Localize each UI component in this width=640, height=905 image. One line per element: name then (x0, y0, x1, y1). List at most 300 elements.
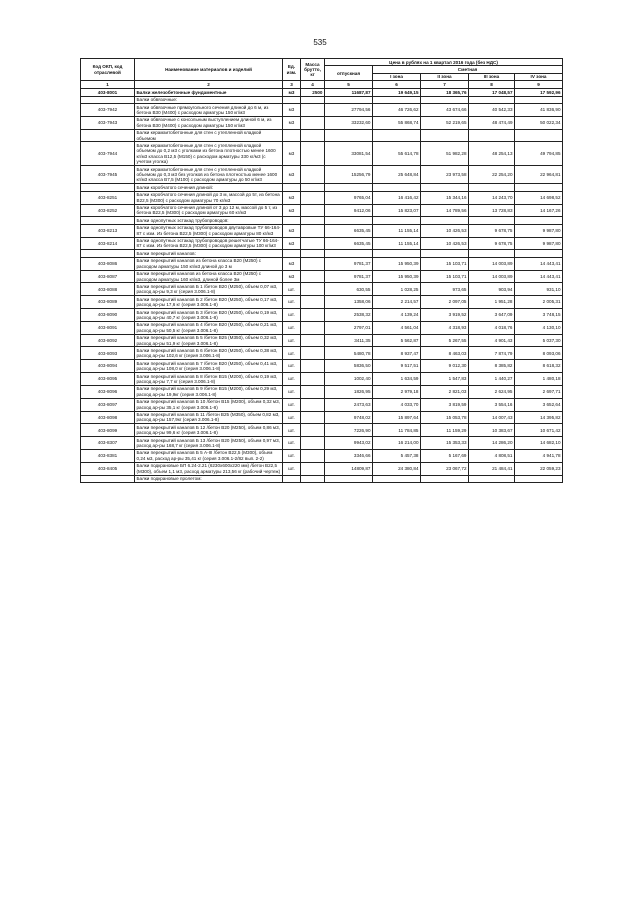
cell-code: 403-8089 (81, 296, 135, 309)
cell-release-price: 2473,63 (325, 398, 373, 411)
table-row (81, 449, 563, 462)
cell-name: Балки перекрытий каналов Б 13 /бетон В20 (М250), объем 0,97 м3, расход ар-ры 168,7 кг (серия 3.006.1-8) (135, 437, 283, 450)
cell-zone-1-price (373, 129, 421, 142)
cell-code: 403-8405 (81, 462, 135, 475)
price-table (80, 58, 563, 483)
cell-name: Балки однопутных эстакад трубопроводов: (135, 217, 283, 224)
cell-zone-1-price: 15 823,07 (373, 204, 421, 217)
cell-unit: шт. (283, 296, 301, 309)
cell-mass (301, 217, 325, 224)
cell-release-price (325, 129, 373, 142)
cell-zone-4-price: 17 592,96 (515, 89, 563, 96)
table-row (81, 309, 563, 322)
cell-unit: шт. (283, 385, 301, 398)
table-row (81, 166, 563, 184)
cell-release-price: 2797,01 (325, 321, 373, 334)
cell-release-price: 6635,45 (325, 237, 373, 250)
cell-code: 403-8214 (81, 237, 135, 250)
cell-name: Балки перекрытий каналов Б 5 /бетон В25 (М350), объем 0,32 м3, расход ар-ры 51,9 кг (серия 3.006.1-8) (135, 334, 283, 347)
cell-zone-2-price: 15 353,33 (421, 437, 469, 450)
cell-name: Балки коробчатого сечения длиной до 3 м, массой до 5т, из бетона В22,5 (М300) с расходом арматуры 70 кг/м3 (135, 191, 283, 204)
cell-zone-2-price: 10 426,53 (421, 237, 469, 250)
column-number: 2 (135, 81, 283, 89)
cell-zone-4-price: 10 671,42 (515, 424, 563, 437)
header-code: Код ОКП, код отраслевой (81, 59, 135, 81)
table-row (81, 296, 563, 309)
cell-release-price: 9781,37 (325, 257, 373, 270)
cell-zone-2-price (421, 217, 469, 224)
table-row (81, 96, 563, 103)
cell-code: 403-8087 (81, 270, 135, 283)
cell-release-price: 1358,06 (325, 296, 373, 309)
cell-zone-3-price (469, 475, 515, 482)
cell-zone-3-price: 9 678,75 (469, 224, 515, 237)
cell-zone-4-price: 14 443,41 (515, 270, 563, 283)
cell-zone-2-price: 2 821,03 (421, 385, 469, 398)
cell-name: Балки перекрытий каналов Б 6 /бетон В20 (М250), объем 0,38 м3, расход ар-ры 102,6 кг (серия 3.006.1-8) (135, 347, 283, 360)
header-price-group: Цена в рублях на 1 квартал 2016 года (без НДС) (325, 59, 563, 66)
cell-release-price: 9412,06 (325, 204, 373, 217)
cell-code: 403-8088 (81, 283, 135, 296)
cell-zone-2-price: 51 982,28 (421, 142, 469, 166)
cell-unit: м3 (283, 166, 301, 184)
cell-code: 403-8092 (81, 334, 135, 347)
cell-code: 403-8094 (81, 360, 135, 373)
cell-code: 403-8093 (81, 347, 135, 360)
cell-zone-4-price (515, 184, 563, 191)
table-row (81, 385, 563, 398)
cell-zone-1-price: 9 517,51 (373, 360, 421, 373)
cell-zone-1-price: 2 979,18 (373, 385, 421, 398)
cell-mass (301, 449, 325, 462)
cell-zone-3-price (469, 184, 515, 191)
cell-zone-1-price: 2 214,57 (373, 296, 421, 309)
cell-zone-3-price: 903,94 (469, 283, 515, 296)
cell-zone-4-price: 2 005,31 (515, 296, 563, 309)
table-row (81, 373, 563, 386)
table-row (81, 142, 563, 166)
cell-zone-2-price: 14 789,56 (421, 204, 469, 217)
cell-release-price: 1826,95 (325, 385, 373, 398)
cell-zone-4-price: 8 618,32 (515, 360, 563, 373)
cell-zone-1-price: 24 380,84 (373, 462, 421, 475)
cell-zone-3-price: 21 484,41 (469, 462, 515, 475)
cell-zone-2-price: 23 067,72 (421, 462, 469, 475)
cell-zone-1-price: 55 868,74 (373, 116, 421, 129)
cell-mass (301, 398, 325, 411)
header-mass: Масса брутто, кг (301, 59, 325, 81)
cell-name: Балки перекрытий каналов Б 12 /бетон В20 (М250), объем 0,86 м3, расход ар-ры 99,6 кг (серия 3.006.1-8) (135, 424, 283, 437)
cell-mass (301, 462, 325, 475)
cell-zone-4-price: 14 682,10 (515, 437, 563, 450)
cell-zone-2-price: 15 344,16 (421, 191, 469, 204)
cell-code: 403-7944 (81, 142, 135, 166)
cell-release-price: 9943,02 (325, 437, 373, 450)
cell-name: Балки керамзитобетонные для стен с утепленной кладкой объемом до 0,3 м3 без уголков из бетона плотностью менее 1600 кг/м3 класса В7,5 (М100) с расходом арматуры до 50 кг/м3 (135, 166, 283, 184)
table-row (81, 250, 563, 257)
page-number: 535 (313, 38, 327, 47)
cell-unit: м3 (283, 89, 301, 96)
cell-zone-4-price: 49 794,85 (515, 142, 563, 166)
header-zone-3: III зона (469, 73, 515, 80)
cell-name: Балки керамзитобетонные для стен с утепленной кладкой объемом до 0,2 м3 с уголками из бетона плотностью менее 1600 кг/м3 класса В12,5 (М150) с расходом арматуры 330 кг/м3 (с учетом уголка) (135, 142, 283, 166)
cell-zone-3-price: 14 007,43 (469, 411, 515, 424)
cell-zone-1-price: 19 649,15 (373, 89, 421, 96)
cell-zone-1-price: 4 139,24 (373, 309, 421, 322)
cell-zone-2-price: 52 219,65 (421, 116, 469, 129)
cell-zone-4-price (515, 250, 563, 257)
cell-code: 403-8095 (81, 373, 135, 386)
cell-zone-1-price: 1 634,59 (373, 373, 421, 386)
cell-zone-4-price: 14 443,41 (515, 257, 563, 270)
cell-release-price: 6635,45 (325, 224, 373, 237)
table-row (81, 204, 563, 217)
cell-mass (301, 283, 325, 296)
cell-unit: м3 (283, 237, 301, 250)
cell-zone-4-price: 8 093,06 (515, 347, 563, 360)
cell-release-price: 2538,32 (325, 309, 373, 322)
cell-zone-2-price: 23 973,58 (421, 166, 469, 184)
cell-code: 403-8001 (81, 89, 135, 96)
cell-code: 403-8381 (81, 449, 135, 462)
cell-unit: шт. (283, 283, 301, 296)
column-number: 5 (325, 81, 373, 89)
cell-mass (301, 204, 325, 217)
cell-mass (301, 334, 325, 347)
cell-zone-2-price: 11 159,29 (421, 424, 469, 437)
cell-zone-3-price: 1 951,28 (469, 296, 515, 309)
cell-zone-3-price: 1 440,27 (469, 373, 515, 386)
cell-zone-3-price: 3 554,16 (469, 398, 515, 411)
cell-zone-1-price: 5 457,38 (373, 449, 421, 462)
cell-zone-3-price: 8 385,82 (469, 360, 515, 373)
cell-unit: шт. (283, 309, 301, 322)
cell-mass (301, 385, 325, 398)
cell-zone-1-price: 16 214,00 (373, 437, 421, 450)
cell-mass (301, 437, 325, 450)
cell-name: Балки железобетонные фундаментные (135, 89, 283, 96)
cell-zone-2-price: 3 919,52 (421, 309, 469, 322)
table-row (81, 321, 563, 334)
cell-unit: шт. (283, 334, 301, 347)
header-release-price: отпускная (325, 66, 373, 81)
cell-release-price: 5480,78 (325, 347, 373, 360)
cell-zone-3-price: 13 728,83 (469, 204, 515, 217)
cell-zone-2-price: 973,65 (421, 283, 469, 296)
table-row (81, 217, 563, 224)
cell-zone-3-price: 40 542,33 (469, 104, 515, 117)
cell-unit: м3 (283, 104, 301, 117)
cell-unit: шт. (283, 462, 301, 475)
table-row (81, 116, 563, 129)
cell-mass (301, 129, 325, 142)
cell-zone-3-price (469, 96, 515, 103)
cell-code: 403-8091 (81, 321, 135, 334)
cell-zone-1-price: 25 648,84 (373, 166, 421, 184)
column-number: 7 (421, 81, 469, 89)
cell-unit: шт. (283, 373, 301, 386)
cell-zone-4-price (515, 96, 563, 103)
cell-unit: шт. (283, 449, 301, 462)
table-row (81, 437, 563, 450)
cell-zone-2-price: 18 365,76 (421, 89, 469, 96)
cell-release-price: 3346,66 (325, 449, 373, 462)
cell-zone-3-price: 9 678,75 (469, 237, 515, 250)
cell-release-price: 33232,60 (325, 116, 373, 129)
cell-code: 403-7942 (81, 104, 135, 117)
cell-zone-3-price: 48 254,13 (469, 142, 515, 166)
cell-name: Балки перекрытий каналов Б 2 /бетон В20 (М250), объем 0,17 м3, расход ар-ры 17,6 кг (серия 3.006.1-8) (135, 296, 283, 309)
table-row (81, 475, 563, 482)
cell-unit (283, 475, 301, 482)
table-row (81, 129, 563, 142)
cell-unit: м3 (283, 224, 301, 237)
cell-zone-3-price: 17 048,57 (469, 89, 515, 96)
table-row (81, 191, 563, 204)
cell-zone-1-price: 46 726,62 (373, 104, 421, 117)
cell-code (81, 96, 135, 103)
cell-release-price: 5836,50 (325, 360, 373, 373)
table-row (81, 283, 563, 296)
cell-code (81, 217, 135, 224)
column-number: 8 (469, 81, 515, 89)
cell-mass (301, 309, 325, 322)
table-row (81, 224, 563, 237)
cell-zone-1-price: 16 416,42 (373, 191, 421, 204)
cell-zone-1-price (373, 184, 421, 191)
cell-zone-4-price (515, 475, 563, 482)
cell-unit: м3 (283, 142, 301, 166)
table-row (81, 104, 563, 117)
cell-zone-3-price: 48 474,49 (469, 116, 515, 129)
cell-zone-3-price (469, 250, 515, 257)
cell-mass (301, 96, 325, 103)
table-row (81, 398, 563, 411)
cell-zone-2-price: 15 103,71 (421, 270, 469, 283)
cell-zone-2-price: 10 426,53 (421, 224, 469, 237)
cell-unit: м3 (283, 257, 301, 270)
cell-unit: шт. (283, 424, 301, 437)
cell-zone-3-price (469, 217, 515, 224)
cell-zone-1-price (373, 217, 421, 224)
table-row (81, 184, 563, 191)
cell-release-price: 7226,90 (325, 424, 373, 437)
cell-zone-4-price: 14 167,26 (515, 204, 563, 217)
cell-mass (301, 250, 325, 257)
cell-name: Балки однопутных эстакад трубопроводов решетчатые ТУ 66-164-87 с изм. Из бетона В22,5 (М300) с расходом арматуры 100 кг/м3 (135, 237, 283, 250)
cell-zone-4-price: 9 987,80 (515, 237, 563, 250)
cell-zone-3-price: 14 243,70 (469, 191, 515, 204)
cell-name: Балки керамзитобетонные для стен с утепленной кладкой объемом (135, 129, 283, 142)
cell-code: 403-8090 (81, 309, 135, 322)
cell-unit (283, 250, 301, 257)
cell-mass (301, 424, 325, 437)
cell-unit: м3 (283, 116, 301, 129)
cell-release-price (325, 217, 373, 224)
cell-code (81, 129, 135, 142)
cell-zone-2-price: 9 012,30 (421, 360, 469, 373)
cell-zone-1-price: 5 562,87 (373, 334, 421, 347)
cell-release-price: 11687,87 (325, 89, 373, 96)
cell-zone-1-price (373, 475, 421, 482)
cell-zone-3-price: 14 003,89 (469, 257, 515, 270)
cell-mass (301, 166, 325, 184)
cell-code: 403-7943 (81, 116, 135, 129)
table-row (81, 462, 563, 475)
cell-zone-2-price: 2 097,05 (421, 296, 469, 309)
column-number: 3 (283, 81, 301, 89)
cell-zone-2-price: 43 674,66 (421, 104, 469, 117)
cell-zone-3-price: 14 286,20 (469, 437, 515, 450)
cell-mass (301, 347, 325, 360)
cell-release-price: 9781,37 (325, 270, 373, 283)
cell-unit: шт. (283, 360, 301, 373)
cell-zone-4-price: 931,10 (515, 283, 563, 296)
cell-release-price: 9765,04 (325, 191, 373, 204)
cell-mass: 2500 (301, 89, 325, 96)
cell-release-price: 3411,35 (325, 334, 373, 347)
cell-mass (301, 296, 325, 309)
cell-zone-3-price (469, 129, 515, 142)
cell-release-price (325, 250, 373, 257)
cell-zone-4-price: 5 037,30 (515, 334, 563, 347)
cell-zone-3-price: 4 018,76 (469, 321, 515, 334)
cell-name: Балки обвязочные: (135, 96, 283, 103)
header-name: Наименование материалов и изделий (135, 59, 283, 81)
cell-unit: шт. (283, 398, 301, 411)
cell-zone-3-price: 10 383,67 (469, 424, 515, 437)
cell-code: 403-8098 (81, 411, 135, 424)
cell-zone-4-price: 22 059,23 (515, 462, 563, 475)
cell-mass (301, 191, 325, 204)
cell-zone-3-price: 4 901,43 (469, 334, 515, 347)
cell-mass (301, 475, 325, 482)
cell-zone-3-price: 3 647,09 (469, 309, 515, 322)
cell-release-price: 9748,02 (325, 411, 373, 424)
cell-zone-2-price (421, 250, 469, 257)
cell-name: Балки подкрановые пролетом: (135, 475, 283, 482)
cell-mass (301, 257, 325, 270)
cell-code: 403-7945 (81, 166, 135, 184)
cell-name: Балки перекрытий каналов Б 11 /бетон В25 (М350), объем 0,82 м3, расход ар-ры 157,9кг (серия 3.006.1-8) (135, 411, 283, 424)
cell-mass (301, 142, 325, 166)
column-number-row (81, 81, 563, 89)
cell-zone-1-price: 55 614,78 (373, 142, 421, 166)
cell-zone-4-price: 50 022,34 (515, 116, 563, 129)
cell-mass (301, 360, 325, 373)
cell-name: Балки перекрытий каналов Б 3 /бетон В20 (М250), объем 0,19 м3, расход ар-ры 40,7 кг (серия 3.006.1-8) (135, 309, 283, 322)
cell-zone-2-price: 15 053,78 (421, 411, 469, 424)
cell-zone-1-price: 15 950,39 (373, 270, 421, 283)
cell-release-price: 15256,79 (325, 166, 373, 184)
cell-zone-2-price: 4 318,93 (421, 321, 469, 334)
cell-mass (301, 373, 325, 386)
cell-zone-4-price: 4 941,78 (515, 449, 563, 462)
table-row (81, 411, 563, 424)
cell-release-price: 33081,54 (325, 142, 373, 166)
cell-release-price: 630,55 (325, 283, 373, 296)
cell-zone-2-price (421, 96, 469, 103)
cell-zone-3-price: 7 874,79 (469, 347, 515, 360)
table-row (81, 334, 563, 347)
cell-zone-3-price: 2 624,95 (469, 385, 515, 398)
cell-zone-1-price: 11 155,14 (373, 224, 421, 237)
cell-zone-4-price (515, 217, 563, 224)
table-row (81, 89, 563, 96)
cell-zone-1-price: 4 033,70 (373, 398, 421, 411)
cell-mass (301, 321, 325, 334)
cell-release-price (325, 96, 373, 103)
cell-name: Балки перекрытий каналов Б 4 /бетон В20 (М250), объем 0,21 м3, расход ар-ры 50,5 кг (серия 3.006.1-8) (135, 321, 283, 334)
cell-unit: шт. (283, 411, 301, 424)
cell-name: Балки перекрытий каналов Б 7 /бетон В20 (М250), объем 0,41 м3, расход ар-ры 108,0 кг (серия 3.006.1-8) (135, 360, 283, 373)
cell-unit: м3 (283, 191, 301, 204)
cell-zone-3-price: 14 003,89 (469, 270, 515, 283)
header-unit: Ед. изм. (283, 59, 301, 81)
cell-zone-4-price: 9 987,80 (515, 224, 563, 237)
cell-unit (283, 217, 301, 224)
cell-zone-2-price: 5 267,55 (421, 334, 469, 347)
cell-unit: шт. (283, 347, 301, 360)
cell-code (81, 250, 135, 257)
cell-unit: м3 (283, 270, 301, 283)
cell-zone-4-price: 14 395,82 (515, 411, 563, 424)
cell-zone-2-price: 1 547,83 (421, 373, 469, 386)
cell-mass (301, 104, 325, 117)
cell-zone-4-price: 3 748,15 (515, 309, 563, 322)
cell-unit (283, 129, 301, 142)
cell-zone-4-price: 41 836,90 (515, 104, 563, 117)
cell-code (81, 475, 135, 482)
cell-zone-2-price (421, 129, 469, 142)
cell-unit (283, 184, 301, 191)
cell-name: Балки перекрытий каналов Б 9 /бетон В15 (М200), объем 0,29 м3, расход ар-ры 19,9кг (серия 3.006.1-8) (135, 385, 283, 398)
table-row (81, 237, 563, 250)
cell-zone-1-price (373, 96, 421, 103)
header-zone-2: II зона (421, 73, 469, 80)
cell-zone-4-price: 22 964,81 (515, 166, 563, 184)
cell-name: Балки обвязочные с консольным выступлением длиной 6 м, из бетона В30 (М400) с расходом арматуры 150 кг/м3 (135, 116, 283, 129)
cell-zone-2-price (421, 475, 469, 482)
cell-zone-4-price (515, 129, 563, 142)
cell-mass (301, 184, 325, 191)
table-row (81, 360, 563, 373)
cell-mass (301, 116, 325, 129)
cell-name: Балки перекрытий каналов Б 1 /бетон В20 (М250), объем 0,07 м3, расход ар-ры 9,3 кг (серия 3.006.1-8) (135, 283, 283, 296)
cell-release-price: 27794,56 (325, 104, 373, 117)
cell-mass (301, 224, 325, 237)
cell-name: Балки подкрановые БП 6.24-2.21 (6230x600x220 мм) /бетон В22,5 (М300), объем 1,1 м3, расход арматуры 213,56 кг (рабочий чертеж) (135, 462, 283, 475)
cell-code: 403-8096 (81, 385, 135, 398)
cell-zone-1-price: 15 950,39 (373, 257, 421, 270)
cell-zone-1-price: 11 155,14 (373, 237, 421, 250)
table-body (81, 89, 563, 483)
header-zone-1: I зона (373, 73, 421, 80)
cell-code: 403-8252 (81, 204, 135, 217)
table-row (81, 347, 563, 360)
column-number: 1 (81, 81, 135, 89)
cell-code (81, 184, 135, 191)
table-row (81, 270, 563, 283)
table-row (81, 424, 563, 437)
cell-name: Балки перекрытий каналов Б 10 /бетон В15 (М200), объем 0,32 м3, расход ар-ры 35,1 кг (серия 3.006.1-8) (135, 398, 283, 411)
cell-zone-2-price: 5 167,69 (421, 449, 469, 462)
cell-name: Балки перекрытий каналов Б 5 А-III /бетон В22,5 (М300), объем 0,24 м3, расход ар-ры 35,41 кг (серия 3.006.1-2/82 вып. 2-2) (135, 449, 283, 462)
cell-release-price: 1002,40 (325, 373, 373, 386)
cell-release-price: 14809,87 (325, 462, 373, 475)
cell-code: 403-8251 (81, 191, 135, 204)
cell-code: 403-8213 (81, 224, 135, 237)
